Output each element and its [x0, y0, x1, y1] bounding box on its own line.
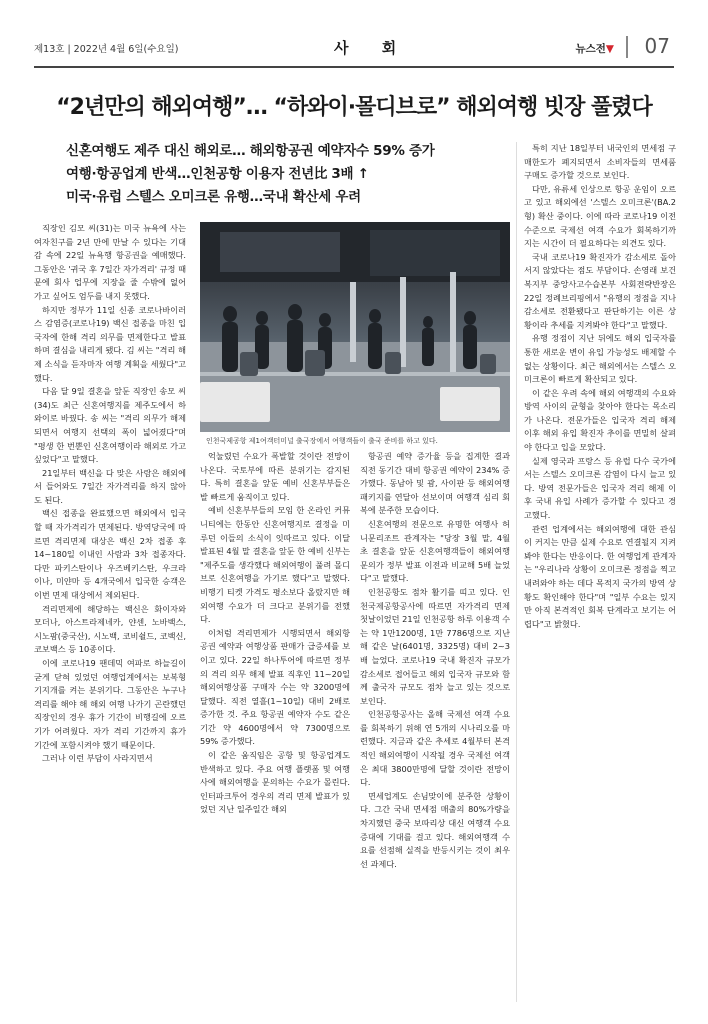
paragraph: 격리면제에 해당하는 백신은 화이자와 모더나, 아스트라제네카, 얀센, 노바백스, 시노팜(중국산), 시노백, 코비쉴드, 코백신, 코보백스 등 10종이다.: [34, 603, 186, 655]
paragraph: 다음 달 9일 결혼을 앞둔 직장인 송모 씨(34)도 최근 신혼여행지를 제주도에서 하와이로 바꿨다. 송 씨는 "격리 의무가 해제되면서 여행지 선택의 폭이 넓어졌다"며 "평생 한 번뿐인 신혼여행이라 해외로 가고 싶었다"고 말했다.: [34, 386, 186, 465]
paragraph: 예비 신혼부부들의 모임 한 온라인 커뮤니티에는 한동안 신혼여행지로 결정을 미루던 이들의 소식이 잇따르고 있다. 이달 발표된 4월 말 결혼을 앞둔 한 예비 신부는 "제주도를 생각했다 해외여행이 풀려 몰디브로 신혼여행을 가기로 했다"고 말했다. 비행기 티켓 가격도 평소보다 올랐지만 해외여행 수요가 더 크다고 분위기를 전했다.: [200, 505, 350, 625]
paragraph: 특히 지난 18일부터 내국인의 면세점 구매한도가 폐지되면서 소비자들의 면세품 구매도 증가할 것으로 보인다.: [524, 143, 676, 181]
body-column-3: [360, 450, 510, 1000]
paragraph: 백신 접종을 완료했으면 해외에서 입국할 때 자가격리가 면제된다. 방역당국에 따르면 격리면제 대상은 백신 2차 접종 후 14~180일 이내인 사람과 3차 접종자다. 다만 파키스탄이나 우즈베키스탄, 우크라이나, 미얀마 등 4개국에서 입국한 승객은 이번 면제 대상에서 제외된다.: [34, 508, 186, 601]
column-divider: [516, 142, 517, 1002]
header-divider: [626, 36, 628, 58]
subhead-2: 여행·항공업계 반색…인천공항 이용자 전년比 3배 ↑: [66, 166, 369, 182]
photo-caption: 인천국제공항 제1여객터미널 출국장에서 여행객들이 출국 준비를 하고 있다.: [206, 437, 438, 445]
paragraph: 인천공항도 점차 활기를 띠고 있다. 인천국제공항공사에 따르면 자가격리 면제 첫날이었던 21일 인천공항 하루 이용객 수는 약 1만1200명, 1만 7786명으로 지난해 같은 날(6401명, 3325명) 대비 2~3배 늘었다. 코로나19 국내 확진자 규모가 감소세로 접어들고 해외 입국자 규모와 함께 출국자 규모도 점차 늘고 있는 것으로 보인다.: [360, 586, 510, 706]
brand-accent-icon: ▼: [605, 43, 614, 55]
paragraph: 실제 영국과 프랑스 등 유럽 다수 국가에서는 스텔스 오미크론 감염이 다시 늘고 있다. 방역 전문가들은 입국자 격리 해제 이후 국내 유입 사례가 증가할 수 있다고 경고했다.: [524, 455, 676, 521]
subheads: [66, 140, 506, 209]
paragraph: 이 같은 우려 속에 해외 여행객의 수요와 방역 사이의 균형을 찾아야 한다는 목소리가 나온다. 전문가들은 입국자 격리 해제 이후 해외 유입 확진자 추이를 면밀히 살펴야 한다고 입을 모았다.: [524, 387, 676, 453]
page-header: [34, 34, 674, 62]
paragraph: 면세업계도 손님맞이에 분주한 상황이다. 그간 국내 면세점 매출의 80%가량을 차지했던 중국 보따리상 대신 여행객 수요 증대에 기대를 걸고 있다. 해외여행객 수요를 선점해 실적을 반등시키는 것이 최우선 과제다.: [360, 790, 510, 869]
paragraph: 억눌렸던 수요가 폭발할 것이란 전망이 나온다. 국토부에 따른 분위기는 감지된다. 특히 결혼을 앞둔 예비 신혼부부들은 발 빠르게 움직이고 있다.: [200, 451, 350, 502]
body-column-4: [524, 142, 676, 1002]
article-headline: “2년만의 해외여행”… “하와이·몰디브로” 해외여행 빗장 풀렸다: [56, 95, 652, 120]
body-column-2: [200, 450, 350, 1000]
paragraph: 그러나 이런 부담이 사라지면서: [42, 753, 153, 764]
body-column-1: [34, 222, 186, 992]
paragraph: 21일부터 백신을 다 맞은 사람은 해외에서 들어와도 7일간 자가격리를 하지 않아도 된다.: [34, 467, 186, 505]
paragraph: 유행 정점이 지난 뒤에도 해외 입국자를 통한 새로운 변이 유입 가능성도 배제할 수 없는 상황이다. 최근 해외에서는 스텔스 오미크론이 빠르게 확산되고 있다.: [524, 333, 676, 385]
brand-name: 뉴스전: [575, 43, 606, 55]
paragraph: 하지만 정부가 11일 신종 코로나바이러스 감염증(코로나19) 백신 접종을 마친 입국자에 한해 격리 의무를 면제한다고 발표하며 결심을 내리게 됐다. 김 씨는 "격리 해제 소식을 듣자마자 여행 계획을 세웠다"고 했다.: [34, 304, 186, 383]
airport-photo: [200, 222, 510, 432]
paragraph: 국내 코로나19 확진자가 감소세로 돌아서지 않았다는 점도 부담이다. 손영래 보건복지부 중앙사고수습본부 사회전략반장은 22일 정례브리핑에서 "유행의 정점을 지나 감소세로 전환됐다고 판단하기는 이른 상황이라 추세를 지켜봐야 한다"고 말했다.: [524, 251, 676, 330]
paragraph: 다만, 유류세 인상으로 항공 운임이 오르고 있고 해외에선 '스텔스 오미크론'(BA.2형) 확산 중이다. 이에 따라 코로나19 이전 수준으로 국제선 여객 수요가 회복하기까지는 시간이 더 필요하다는 의견도 있다.: [524, 183, 676, 249]
brand-logo: [575, 41, 614, 56]
paragraph: 이에 코로나19 팬데믹 여파로 하늘길이 굳게 닫혀 있었던 여행업계에서는 보복형 기지개를 켜는 분위기다. 그동안은 누구나 격리를 해야 해 해외 여행 나가기 곤란했던 직장인의 경우 휴가 기간이 비행길에 오르기가 어려웠다. 자가 격리 기간까지 휴가 기간에 포함시켜야 했기 때문이다.: [34, 658, 186, 750]
paragraph: 신혼여행의 전문으로 유명한 여행사 허니문리조트 관계자는 "당장 3월 말, 4월 초 결혼을 앞둔 신혼여행객들이 해외여행 문의가 정부 발표 이전과 비교해 5배 늘었다"고 말했다.: [360, 518, 510, 584]
paragraph: 이 같은 움직임은 공항 및 항공업계도 반색하고 있다. 주요 여행 플랫폼 및 여행사에 해외여행을 문의하는 수요가 몰린다. 인터파크투어 경우의 격리 면제 발표가 있었던 지난 일주일간 해외: [200, 750, 350, 815]
airport-terminal-image: [200, 222, 510, 432]
issue-date: 제13호 | 2022년 4월 6일(수요일): [34, 44, 179, 55]
subhead-3: 미국·유럽 스텔스 오미크론 유행…국내 확산세 우려: [66, 189, 361, 205]
section-title: 사 회: [334, 39, 411, 57]
header-rule: [34, 66, 674, 68]
paragraph: 직장인 김모 씨(31)는 미국 뉴욕에 사는 여자친구를 2년 만에 만날 수 있다는 기대감 속에 22일 뉴욕행 항공권을 예매했다. 그동안은 '귀국 후 7일간 자가격리' 규정 때문에 회사 업무에 지장을 줄 수밖에 없어 가고 싶어도 엄두를 내지 못했다.: [34, 223, 186, 301]
subhead-1: 신혼여행도 제주 대신 해외로… 해외항공권 예약자수 59% 증가: [66, 143, 435, 159]
paragraph: 이처럼 격리면제가 시행되면서 해외항공권 예약과 여행상품 판매가 급증세를 보이고 있다. 22일 하나투어에 따르면 정부의 격리 의무 해제 발표 직후인 11~20일 해외여행상품 구매자 수는 약 3200명에 달했다. 직전 열흘(1~10일) 대비 2배로 증가한 것. 주요 항공권 예약자 수도 같은 기간 약 4600명에서 약 7300명으로 59% 증가했다.: [200, 627, 350, 747]
paragraph: 항공권 예약 증가율 등을 집계한 결과 직전 동기간 대비 항공권 예약이 234% 증가했다. 동남아 및 괌, 사이판 등 해외여행 패키지를 연달아 선보이며 여행객 심리 회복에 분주한 모습이다.: [360, 451, 510, 516]
paragraph: 관련 업계에서는 해외여행에 대한 관심이 커지는 만큼 실제 수요로 연결될지 지켜봐야 한다는 반응이다. 한 여행업계 관계자는 "우리나라 상황이 오미크론 정점을 찍고 내려와야 하는 데다 목적지 국가의 방역 상황도 확인해야 한다"며 "일부 수요는 있지만 아직 본격적인 회복 단계라고 보기는 어렵다"고 밝혔다.: [524, 523, 676, 629]
paragraph: 인천공항공사는 올해 국제선 여객 수요를 회복하기 위해 연 5개의 시나리오를 마련했다. 지금과 같은 추세로 4월부터 본격적인 해외여행이 시작될 경우 국제선 여객은 최대 3800만명에 달할 것이란 전망이다.: [360, 709, 510, 788]
page-number: 07: [644, 34, 670, 58]
